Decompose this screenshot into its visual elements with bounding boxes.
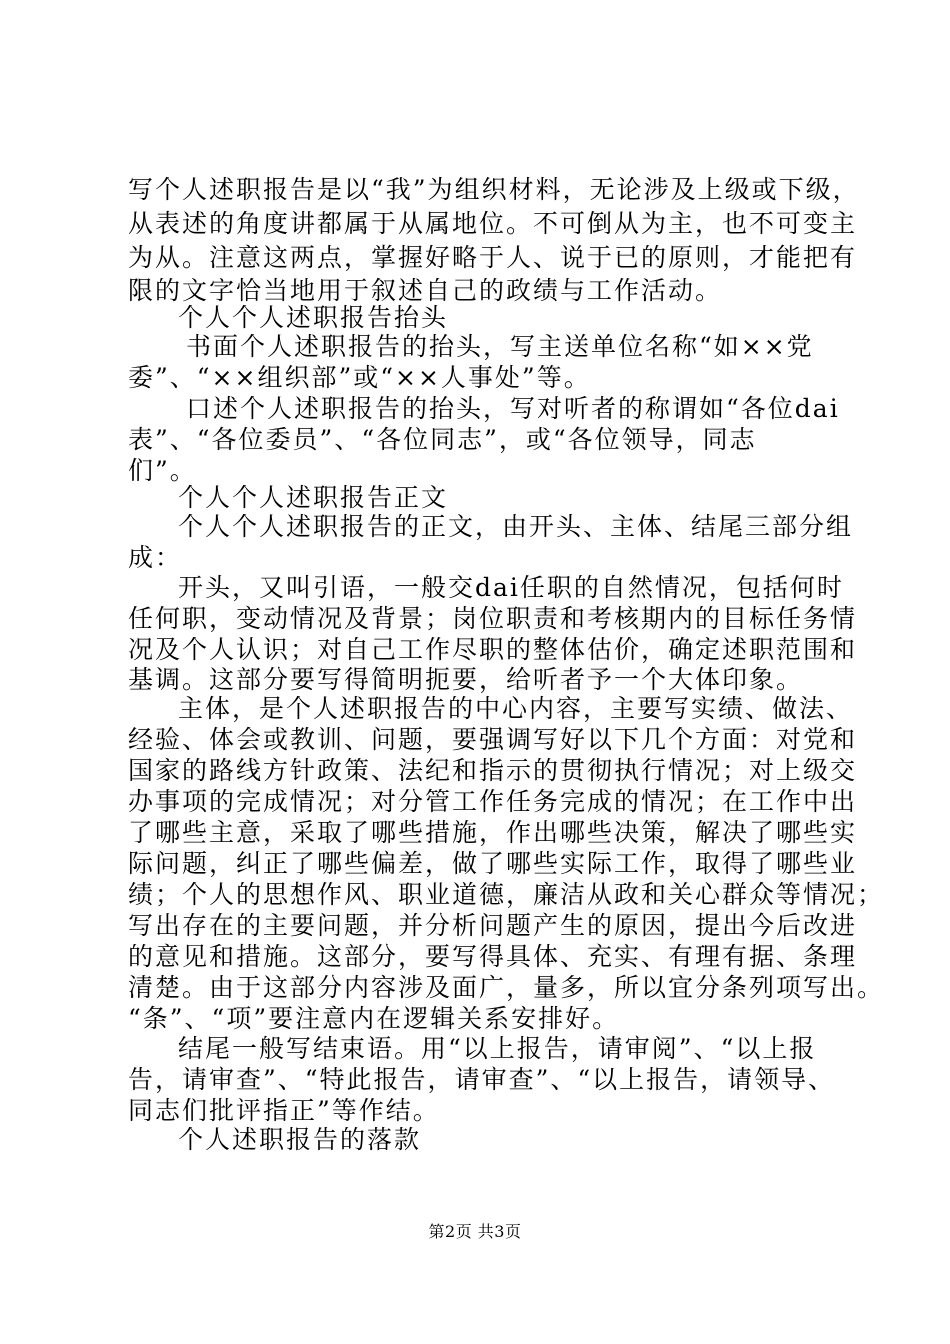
text-line: 告，请审查”、“特此报告，请审查”、“以上报告，请领导、	[128, 1065, 836, 1094]
text-line: 表”、“各位委员”、“各位同志”，或“各位领导，同志	[128, 425, 757, 454]
text-line: 际问题，纠正了哪些偏差，做了哪些实际工作，取得了哪些业	[128, 849, 858, 878]
text-line: 况及个人认识；对自己工作尽职的整体估价，确定述职范围和	[128, 635, 858, 664]
text-line: 绩；个人的思想作风、职业道德，廉洁从政和关心群众等情况；	[128, 880, 885, 909]
text-line: 基调。这部分要写得简明扼要，给听者予一个大体印象。	[128, 665, 804, 694]
section-heading: 个人个人述职报告抬头	[178, 303, 449, 332]
text-line: 经验、体会或教训、问题，要强调写好以下几个方面：对党和	[128, 725, 858, 754]
text-line: 写出存在的主要问题，并分析问题产生的原因，提出今后改进	[128, 911, 858, 940]
section-heading: 个人述职报告的落款	[178, 1125, 422, 1154]
text-line: 们”。	[128, 456, 197, 485]
text-line: 的意见和措施。这部分，要写得具体、充实、有理有据、条理	[128, 942, 858, 971]
section-heading: 个人个人述职报告正文	[178, 483, 449, 512]
text-line: 委”、“××组织部”或“××人事处”等。	[128, 363, 591, 392]
text-line: 国家的路线方针政策、法纪和指示的贯彻执行情况；对上级交	[128, 756, 858, 785]
text-line: 结尾一般写结束语。用“以上报告，请审阅”、“以上报	[178, 1034, 817, 1063]
text-line: 从表述的角度讲都属于从属地位。不可倒从为主，也不可变主	[128, 209, 858, 238]
text-line: 书面个人述职报告的抬头，写主送单位名称“如××党	[186, 332, 814, 361]
text-line: 限的文字恰当地用于叙述自己的政绩与工作活动。	[128, 276, 723, 305]
text-line: 口述个人述职报告的抬头，写对听者的称谓如“各位dai	[186, 394, 840, 423]
text-line: “条”、“项”要注意内在逻辑关系安排好。	[128, 1004, 620, 1033]
text-line: 个人个人述职报告的正文，由开头、主体、结尾三部分组	[178, 512, 854, 541]
text-line: 了哪些主意，采取了哪些措施，作出哪些决策，解决了哪些实	[128, 818, 858, 847]
text-line: 写个人述职报告是以“我”为组织材料，无论涉及上级或下级，	[128, 175, 860, 204]
text-line: 为从。注意这两点，掌握好略于人、说于已的原则，才能把有	[128, 243, 858, 272]
text-line: 办事项的完成情况；对分管工作任务完成的情况；在工作中出	[128, 787, 858, 816]
text-line: 开头，又叫引语，一般交dai任职的自然情况，包括何时	[178, 573, 844, 602]
text-line: 清楚。由于这部分内容涉及面广，量多，所以宜分条列项写出。	[128, 973, 885, 1002]
text-line: 主体，是个人述职报告的中心内容，主要写实绩、做法、	[178, 694, 854, 723]
page-footer: 第2页 共3页	[428, 1222, 522, 1241]
text-line: 同志们批评指正”等作结。	[128, 1096, 440, 1125]
text-line: 任何职，变动情况及背景；岗位职责和考核期内的目标任务情	[128, 604, 858, 633]
text-line: 成：	[128, 543, 183, 572]
